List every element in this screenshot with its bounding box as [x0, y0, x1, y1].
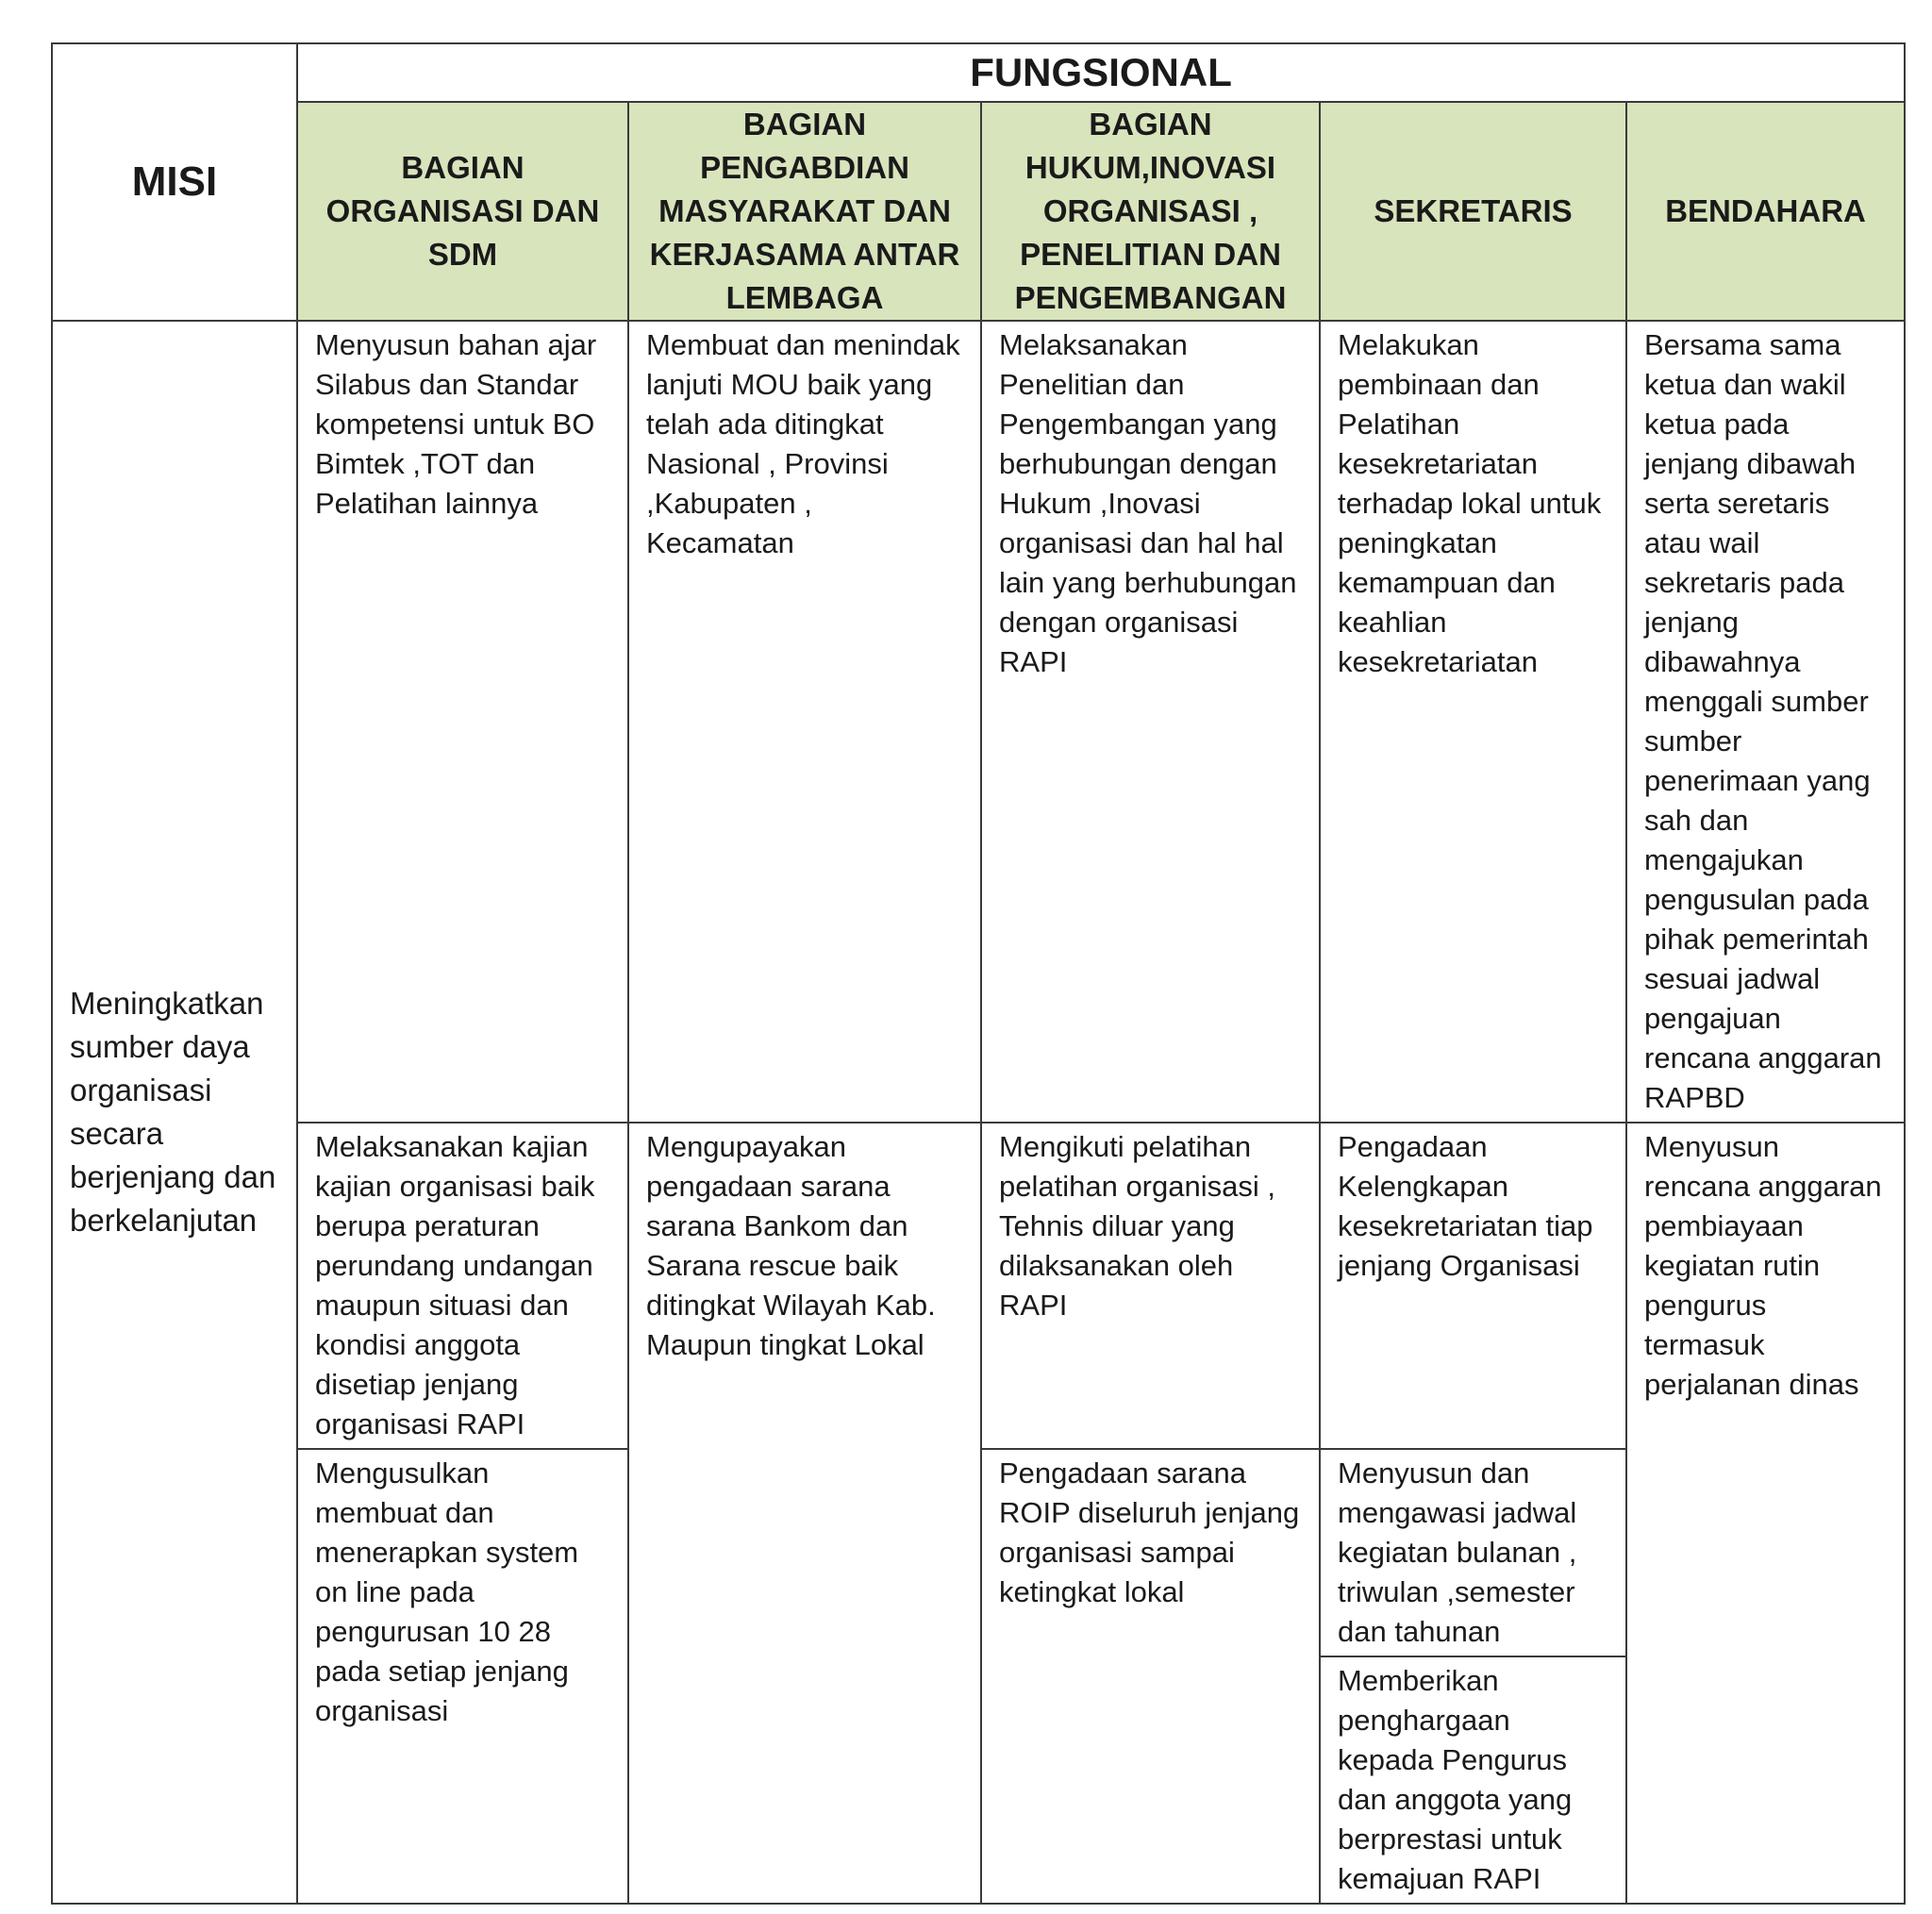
bendahara-task-1: Bersama sama ketua dan wakil ketua pada jenjang dibawah serta seretaris atau wail sekretaris pada jenjang dibawahnya menggali sumber sumber penerimaan yang sah dan mengajukan pengusulan pada pihak pemerintah sesuai jadwal pengajuan rencana anggaran RAPBD: [1626, 321, 1905, 1123]
header-organisasi-sdm: BAGIAN ORGANISASI DAN SDM: [297, 102, 628, 321]
misi-header: MISI: [52, 43, 297, 321]
header-pengabdian: BAGIAN PENGABDIAN MASYARAKAT DAN KERJASAMA ANTAR LEMBAGA: [628, 102, 981, 321]
sekretaris-task-1: Melakukan pembinaan dan Pelatihan kesekretariatan terhadap lokal untuk peningkatan kemampuan dan keahlian kesekretariatan: [1320, 321, 1626, 1123]
bendahara-task-2: Menyusun rencana anggaran pembiayaan kegiatan rutin pengurus termasuk perjalanan dinas: [1626, 1123, 1905, 1904]
sekretaris-task-2: Pengadaan Kelengkapan kesekretariatan tiap jenjang Organisasi: [1320, 1123, 1626, 1449]
sekretaris-task-3: Menyusun dan mengawasi jadwal kegiatan bulanan , triwulan ,semester dan tahunan: [1320, 1449, 1626, 1656]
fungsional-table: [51, 42, 1906, 1905]
organisasi-sdm-task-1: Menyusun bahan ajar Silabus dan Standar kompetensi untuk BO Bimtek ,TOT dan Pelatihan lainnya: [297, 321, 628, 1123]
header-sekretaris: SEKRETARIS: [1320, 102, 1626, 321]
hukum-task-1: Melaksanakan Penelitian dan Pengembangan yang berhubungan dengan Hukum ,Inovasi organisasi dan hal hal lain yang berhubungan dengan organisasi RAPI: [981, 321, 1320, 1123]
sekretaris-task-4: Memberikan penghargaan kepada Pengurus dan anggota yang berprestasi untuk kemajuan RAPI: [1320, 1656, 1626, 1904]
hukum-task-2: Mengikuti pelatihan pelatihan organisasi , Tehnis diluar yang dilaksanakan oleh RAPI: [981, 1123, 1320, 1449]
pengabdian-task-1: Membuat dan menindak lanjuti MOU baik yang telah ada ditingkat Nasional , Provinsi ,Kabupaten , Kecamatan: [628, 321, 981, 1123]
pengabdian-task-2: Mengupayakan pengadaan sarana sarana Bankom dan Sarana rescue baik ditingkat Wilayah Kab. Maupun tingkat Lokal: [628, 1123, 981, 1904]
misi-text: Meningkatkan sumber daya organisasi secara berjenjang dan berkelanjutan: [52, 321, 297, 1904]
header-hukum: BAGIAN HUKUM,INOVASI ORGANISASI , PENELITIAN DAN PENGEMBANGAN: [981, 102, 1320, 321]
header-bendahara: BENDAHARA: [1626, 102, 1905, 321]
fungsional-header: FUNGSIONAL: [297, 43, 1905, 102]
organisasi-sdm-task-3: Mengusulkan membuat dan menerapkan system on line pada pengurusan 10 28 pada setiap jenjang organisasi: [297, 1449, 628, 1904]
hukum-task-3: Pengadaan sarana ROIP diseluruh jenjang organisasi sampai ketingkat lokal: [981, 1449, 1320, 1904]
organisasi-sdm-task-2: Melaksanakan kajian kajian organisasi baik berupa peraturan perundang undangan maupun situasi dan kondisi anggota disetiap jenjang organisasi RAPI: [297, 1123, 628, 1449]
